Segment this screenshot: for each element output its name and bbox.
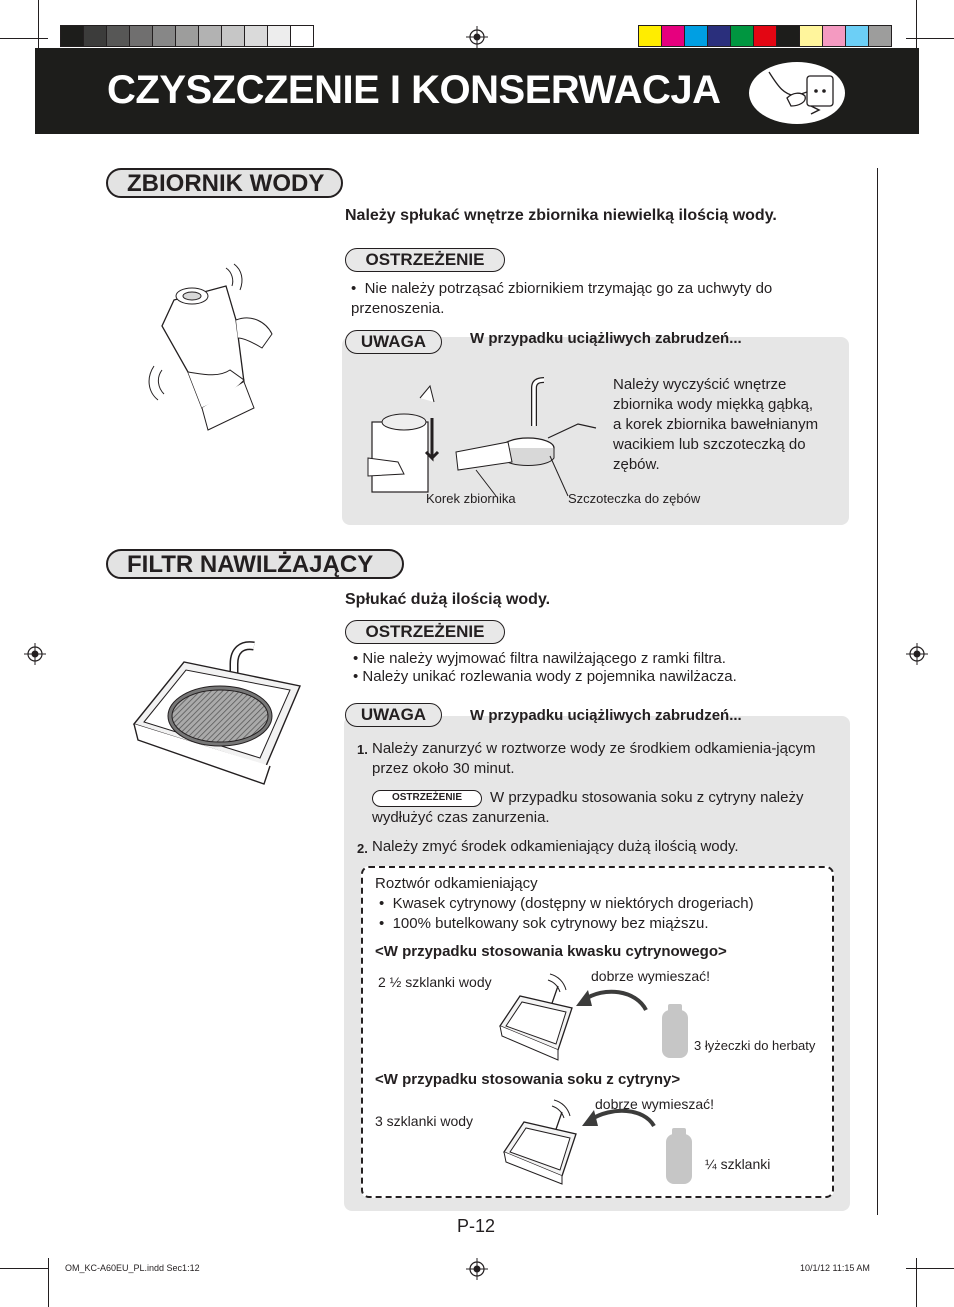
- note-title: W przypadku uciążliwych zabrudzeń...: [470, 330, 742, 347]
- color-swatch: [221, 25, 245, 47]
- note-badge: UWAGA: [345, 330, 442, 354]
- color-swatch: [60, 25, 84, 47]
- citric-mix-label: dobrze wymieszać!: [591, 968, 711, 984]
- lemon-water-amount: 3 szklanki wody: [375, 1113, 474, 1129]
- citric-acid-amount: 3 łyżeczki do herbaty: [694, 1038, 816, 1053]
- citric-acid-heading: <W przypadku stosowania kwasku cytrynowego>: [375, 943, 727, 960]
- color-swatch: [83, 25, 107, 47]
- lemon-mix-illustration: [500, 1100, 700, 1186]
- crop-mark: [0, 38, 48, 39]
- file-info: OM_KC-A60EU_PL.indd Sec1:12: [65, 1263, 200, 1273]
- color-swatch: [198, 25, 222, 47]
- crop-mark: [0, 1268, 48, 1269]
- warning-item: • Należy unikać rozlewania wody z pojemnika nawilżacza.: [353, 668, 737, 685]
- crop-mark: [916, 0, 917, 48]
- page-header: [35, 48, 919, 134]
- color-swatch: [799, 25, 823, 47]
- color-swatch: [129, 25, 153, 47]
- unplug-icon: [749, 62, 845, 124]
- color-swatch: [776, 25, 800, 47]
- color-swatch: [822, 25, 846, 47]
- registration-mark-icon: [24, 643, 46, 665]
- section-title-water-tank: ZBIORNIK WODY: [106, 168, 343, 198]
- color-swatch: [684, 25, 708, 47]
- caption-toothbrush: Szczoteczka do zębów: [568, 491, 701, 506]
- inline-warning-badge: OSTRZEŻENIE: [372, 790, 482, 807]
- crop-mark: [48, 1258, 49, 1307]
- color-swatch: [267, 25, 291, 47]
- lemon-juice-amount: ¼ szklanki: [705, 1156, 771, 1172]
- note-title: W przypadku uciążliwych zabrudzeń...: [470, 707, 742, 724]
- page-number: P-12: [457, 1216, 496, 1236]
- section2-lead: Spłukać dużą ilością wody.: [345, 591, 551, 608]
- warning-item: • Nie należy potrząsać zbiornikiem trzymając go za uchwyty do przenoszenia.: [351, 280, 773, 317]
- color-swatch: [661, 25, 685, 47]
- color-swatch: [707, 25, 731, 47]
- color-swatch: [845, 25, 869, 47]
- note-text: Należy wyczyścić wnętrze zbiornika wody miękką gąbką, a korek zbiornika bawełnianym wacikiem lub szczoteczką do zębów.: [613, 376, 819, 473]
- filter-rinse-illustration: [130, 636, 306, 786]
- section1-lead: Należy spłukać wnętrze zbiornika niewielką ilością wody.: [345, 207, 777, 224]
- warning-badge: OSTRZEŻENIE: [345, 620, 505, 644]
- crop-mark: [38, 0, 39, 48]
- step-number: 2.: [357, 841, 368, 856]
- lemon-juice-heading: <W przypadku stosowania soku z cytryny>: [375, 1071, 681, 1088]
- color-swatch: [290, 25, 314, 47]
- citric-mix-illustration: [496, 974, 696, 1064]
- crop-mark: [906, 1268, 954, 1269]
- section-title-humidifying-filter: FILTR NAWILŻAJĄCY: [106, 549, 404, 579]
- page-title: CZYSZCZENIE I KONSERWACJA: [107, 68, 721, 112]
- crop-mark: [906, 38, 954, 39]
- color-swatch: [730, 25, 754, 47]
- lemon-mix-label: dobrze wymieszać!: [595, 1096, 715, 1112]
- solution-title: Roztwór odkamieniający: [375, 875, 538, 892]
- color-swatch: [638, 25, 662, 47]
- color-swatch: [175, 25, 199, 47]
- column-divider: [877, 168, 878, 1215]
- caption-tank-cap: Korek zbiornika: [426, 491, 516, 506]
- date-info: 10/1/12 11:15 AM: [800, 1263, 870, 1273]
- warning-item: • Nie należy wyjmować filtra nawilżającego z ramki filtra.: [353, 650, 726, 667]
- step-text: Należy zmyć środek odkamieniający dużą ilością wody.: [372, 838, 739, 855]
- tank-shaking-illustration: [148, 262, 278, 432]
- crop-mark: [916, 1258, 917, 1307]
- solution-item: • Kwasek cytrynowy (dostępny w niektórych drogeriach): [379, 895, 754, 912]
- registration-mark-icon: [466, 26, 488, 48]
- step-text: Należy zanurzyć w roztworze wody ze środkiem odkamienia-jącym przez około 30 minut.: [372, 740, 816, 777]
- note-badge: UWAGA: [345, 703, 442, 727]
- registration-mark-icon: [466, 1258, 488, 1280]
- color-swatch: [753, 25, 777, 47]
- citric-water-amount: 2 ½ szklanki wody: [378, 974, 492, 990]
- cleaning-cap-illustration: [368, 378, 598, 502]
- inline-warning-text: W przypadku stosowania soku z cytryny należy wydłużyć czas zanurzenia.: [372, 789, 804, 826]
- color-swatch: [106, 25, 130, 47]
- registration-mark-icon: [906, 643, 928, 665]
- color-swatch: [868, 25, 892, 47]
- step-number: 1.: [357, 742, 368, 757]
- color-swatch: [152, 25, 176, 47]
- warning-badge: OSTRZEŻENIE: [345, 248, 505, 272]
- color-swatch: [244, 25, 268, 47]
- solution-item: • 100% butelkowany sok cytrynowy bez miąższu.: [379, 915, 709, 932]
